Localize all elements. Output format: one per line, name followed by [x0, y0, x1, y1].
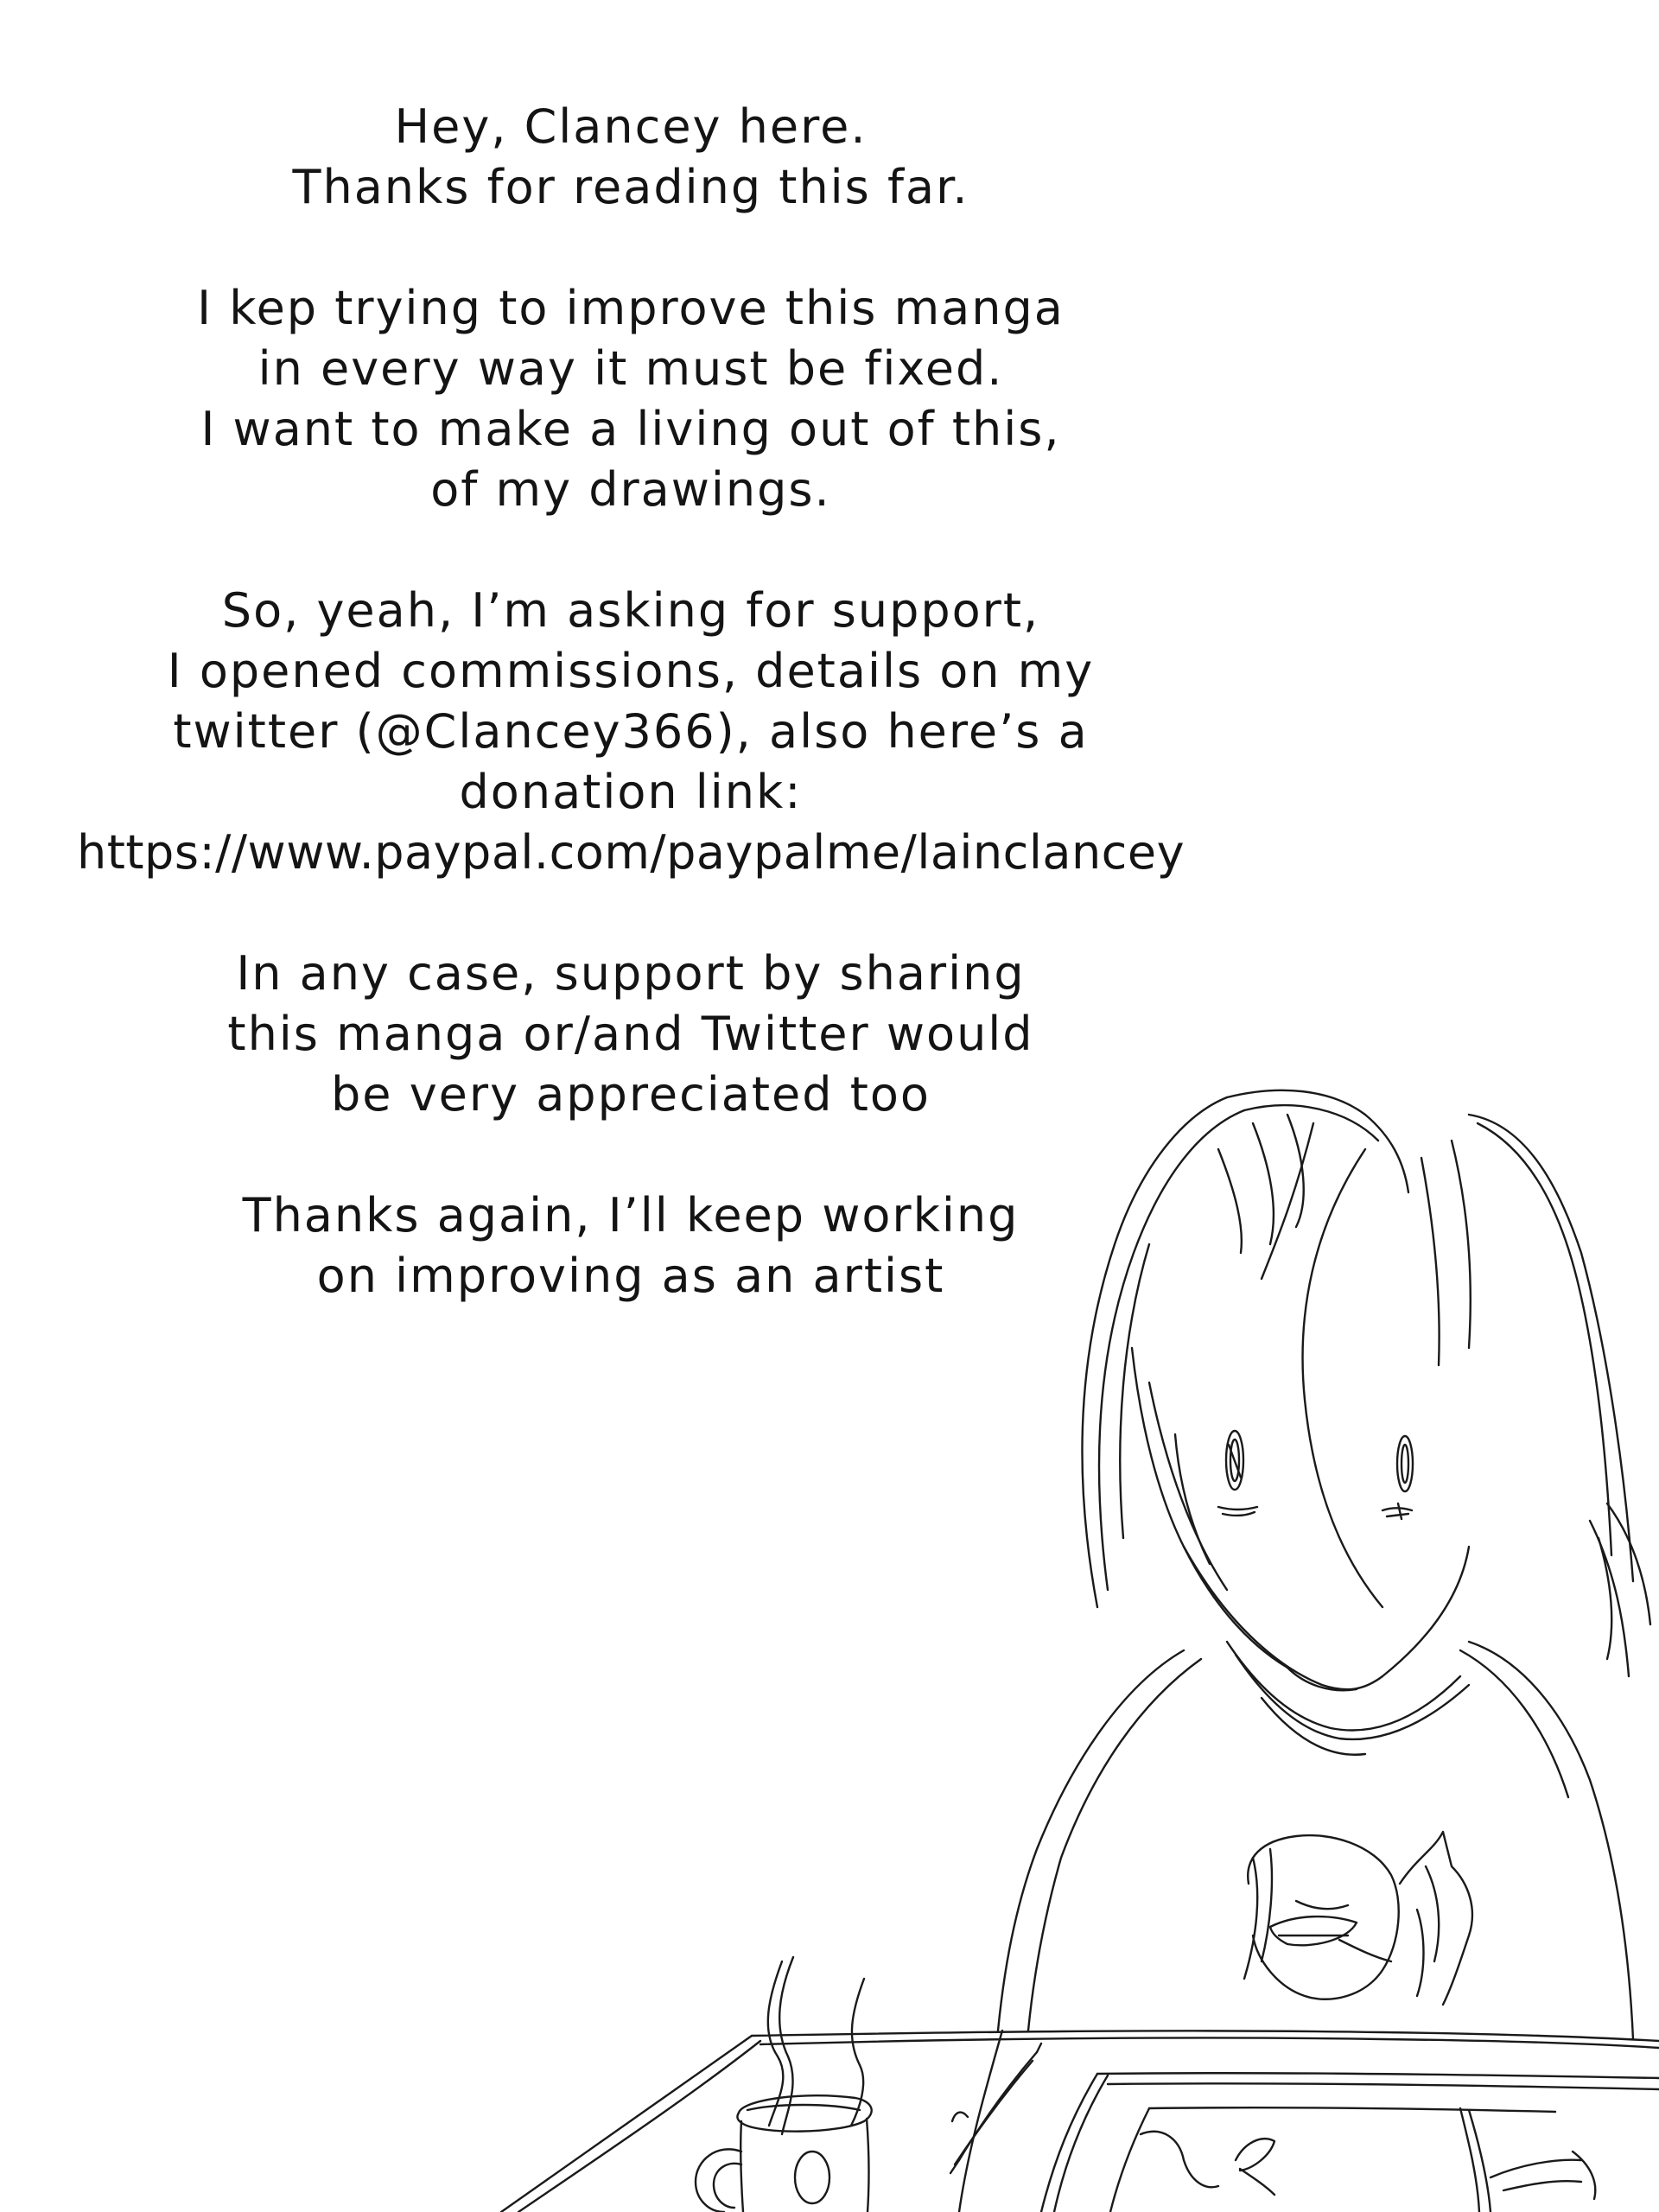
mug-icon — [696, 2095, 872, 2212]
desk-sketch — [501, 2031, 1659, 2212]
pen-icon — [950, 2044, 1041, 2173]
note-line: I want to make a living out of this, — [200, 402, 1061, 456]
drawing-tablet-sketch — [1041, 2073, 1659, 2212]
donation-link: https://www.paypal.com/paypalme/lainclancey — [76, 825, 1185, 880]
hair-sketch — [1083, 1090, 1650, 1676]
note-line: donation link: — [459, 765, 803, 819]
note-line: Thanks for reading this far. — [292, 160, 969, 214]
note-line: Thanks again, I’ll keep working — [242, 1188, 1020, 1243]
note-line: of my drawings. — [430, 462, 831, 517]
note-line: I kep trying to improve this manga — [197, 281, 1065, 335]
note-line: So, yeah, I’m asking for support, — [221, 583, 1040, 638]
note-line: In any case, support by sharing — [236, 946, 1026, 1001]
note-line: I opened commissions, details on my — [167, 644, 1095, 698]
shirt-print-sketch — [1244, 1832, 1472, 2005]
face-sketch — [1184, 1431, 1469, 1690]
body-sketch — [998, 1642, 1633, 2039]
note-line: in every way it must be fixed. — [257, 341, 1004, 396]
note-line: be very appreciated too — [331, 1067, 931, 1122]
note-line: Hey, Clancey here. — [394, 99, 868, 154]
note-line: this manga or/and Twitter would — [227, 1007, 1034, 1061]
note-line: twitter (@Clancey366), also here’s a — [173, 704, 1089, 759]
note-line: on improving as an artist — [316, 1249, 945, 1303]
